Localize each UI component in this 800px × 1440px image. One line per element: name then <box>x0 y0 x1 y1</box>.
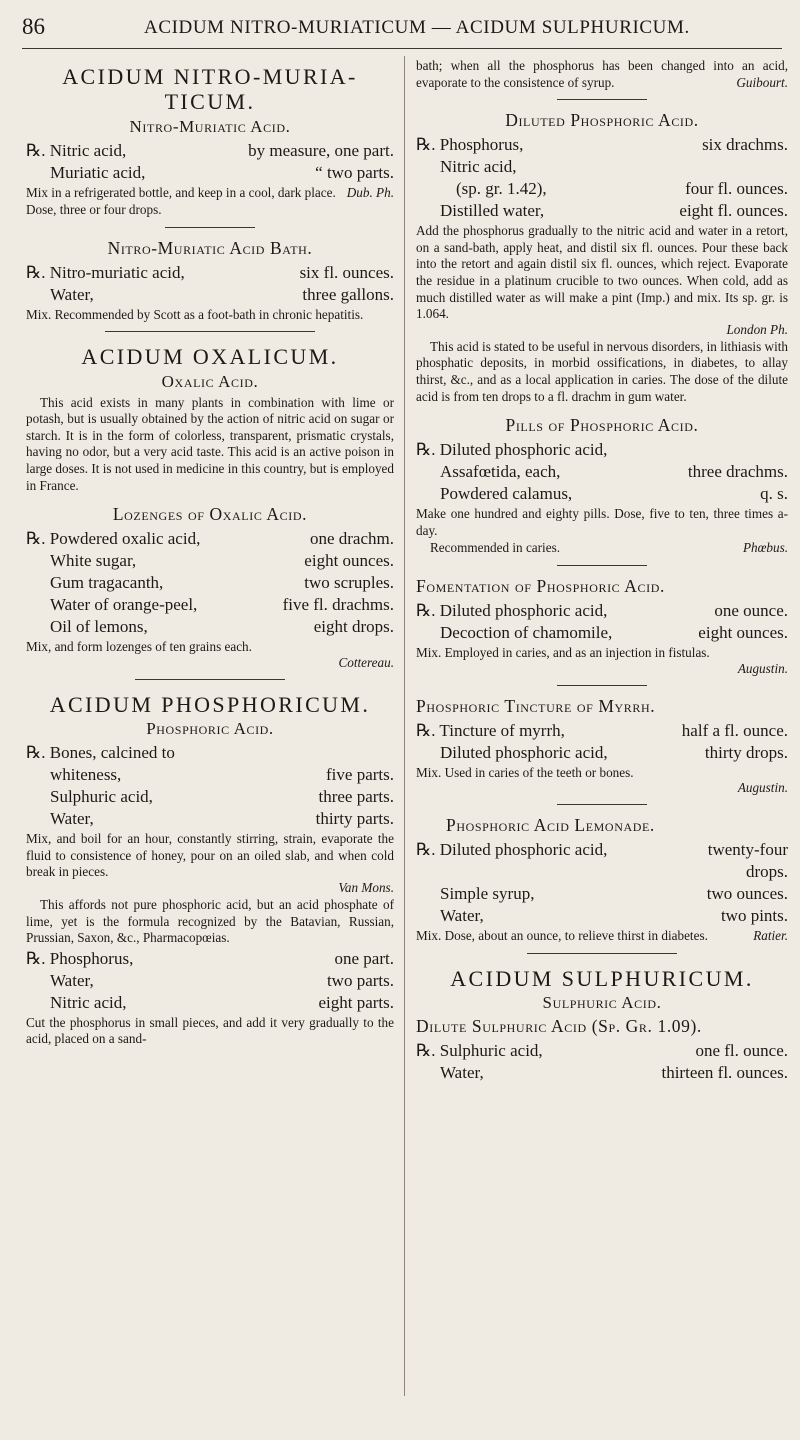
ingredient-row: Water, two pints. <box>440 906 788 926</box>
section-title: ACIDUM SULPHURICUM. <box>450 965 754 991</box>
section-subtitle: Phosphoric Acid. <box>146 719 274 739</box>
recipe-dose: Dose, three or four drops. <box>26 202 162 218</box>
ingredient-row: Distilled water, eight fl. ounces. <box>440 201 788 221</box>
section-phosphoric-lemonade <box>416 815 788 954</box>
ingredient-row: ℞. Phosphorus, one part. <box>26 948 394 968</box>
section-rule <box>165 227 255 228</box>
ingredient-row: ℞. Phosphorus, six drachms. <box>416 135 788 155</box>
recipe-directions: Mix. Employed in caries, and as an injection in fistulas. <box>416 644 710 660</box>
ingredient-row: ℞. Powdered oxalic acid, one drachm. <box>26 529 394 549</box>
right-column <box>416 58 788 1084</box>
ingredient-row: Nitric acid, <box>440 157 517 177</box>
running-title: ACIDUM NITRO-MURIATICUM — ACIDUM SULPHURICUM. <box>144 17 690 38</box>
section-phosphoric-fomentation <box>416 576 788 686</box>
ingredient-row: Water, two parts. <box>50 970 394 990</box>
section-subtitle: Sulphuric Acid. <box>542 992 662 1012</box>
recipe-credit: Augustin. <box>737 780 788 796</box>
ingredient-row: White sugar, eight ounces. <box>50 551 394 571</box>
section-sulphuric <box>416 966 788 1084</box>
header-rule <box>22 48 782 49</box>
recipe-directions: Mix. Dose, about an ounce, to relieve thirst in diabetes. Ratier. <box>416 928 788 944</box>
section-rule <box>557 565 647 566</box>
section-rule <box>557 804 647 805</box>
recipe-credit: Ratier. <box>753 928 788 944</box>
recipe-credit: Phœbus. <box>742 540 788 556</box>
ingredient-row: drops. <box>745 862 788 882</box>
ingredient-row: ℞. Nitro-muriatic acid, six fl. ounces. <box>26 262 394 282</box>
section-subtitle: Oxalic Acid. <box>161 371 259 391</box>
ingredient-row: Simple syrup, two ounces. <box>440 884 788 904</box>
ingredient-row: Diluted phosphoric acid, thirty drops. <box>440 742 788 762</box>
ingredient-row: ℞. Tincture of myrrh, half a fl. ounce. <box>416 720 788 740</box>
ingredient-row: ℞. Nitric acid, by measure, one part. <box>26 140 394 160</box>
section-diluted-phosphoric <box>416 110 788 405</box>
section-heading: Dilute Sulphuric Acid (Sp. Gr. 1.09). <box>416 1015 702 1036</box>
section-title: Diluted Phosphoric Acid. <box>505 110 699 131</box>
ingredient-row: Sulphuric acid, three parts. <box>50 787 394 807</box>
ingredient-row: Decoction of chamomile, eight ounces. <box>440 622 788 642</box>
recipe-credit: Cottereau. <box>338 654 394 670</box>
section-note: This affords not pure phosphoric acid, but an acid phosphate of lime, yet is the formula recognized by the Batavian, Russian, Prussian, Saxon, &c., Pharmacopœias. <box>26 896 394 946</box>
recipe-directions: Add the phosphorus gradually to the nitric acid and water in a retort, on a sand-bath, apply heat, and distil six fl. ounces. Pour these back into the retort and again distil six fl. ounces, which reject. Evaporate the residue in a platinum crucible to two ounces. When cold, add as much distilled water as will make a pint (Imp.) and mix. Its sp. gr. is 1.064. <box>416 223 788 322</box>
section-title: ACIDUM PHOSPHORICUM. <box>49 691 371 717</box>
left-column <box>26 58 394 1049</box>
section-phosphoric-tincture <box>416 696 788 806</box>
section-rule <box>527 953 677 954</box>
ingredient-row: ℞. Sulphuric acid, one fl. ounce. <box>416 1040 788 1060</box>
recipe-credit: Van Mons. <box>338 879 394 895</box>
section-nitro-muriatic-bath <box>26 238 394 333</box>
page-number: 86 <box>22 14 45 39</box>
section-rule <box>135 679 285 680</box>
ingredient-row: Nitric acid, eight parts. <box>50 992 394 1012</box>
recipe-directions: Cut the phosphorus in small pieces, and add it very gradually to the acid, placed on a sand- <box>26 1014 394 1047</box>
ingredient-row: Powdered calamus, q. s. <box>440 484 788 504</box>
recipe-credit: Dub. Ph. <box>346 184 394 200</box>
recipe-note: Recommended in caries. Phœbus. <box>430 540 788 556</box>
recipe-credit: Guibourt. <box>736 74 788 90</box>
recipe-credit: Augustin. <box>737 660 788 676</box>
section-nitro-muriatic <box>26 64 394 228</box>
ingredient-row: Water, thirty parts. <box>50 809 394 829</box>
ingredient-row: ℞. Diluted phosphoric acid, one ounce. <box>416 600 788 620</box>
section-oxalic-lozenges <box>26 504 394 680</box>
section-title: Nitro-Muriatic Acid Bath. <box>107 237 313 258</box>
section-title: Lozenges of Oxalic Acid. <box>112 504 308 525</box>
section-title: Pills of Phosphoric Acid. <box>505 415 699 436</box>
section-title: ACIDUM OXALICUM. <box>81 344 339 370</box>
ingredient-row: Water, thirteen fl. ounces. <box>440 1062 788 1082</box>
section-rule <box>557 685 647 686</box>
section-rule <box>557 99 647 100</box>
recipe-directions: Make one hundred and eighty pills. Dose, five to ten, three times a-day. <box>416 506 788 538</box>
section-title: Fomentation of Phosphoric Acid. <box>416 575 665 596</box>
section-title: Phosphoric Tincture of Myrrh. <box>416 695 656 716</box>
section-note: This acid is stated to be useful in nervous disorders, in lithiasis with phosphatic deposits, in morbid ossifications, in diabetes, to allay thirst, &c., and as a local application in caries. The dose of the dilute acid is from ten drops to a fl. drachm in gum water. <box>416 338 788 404</box>
column-divider <box>404 56 405 1396</box>
recipe-directions: Mix. Used in caries of the teeth or bones. <box>416 764 634 780</box>
recipe-directions: Mix, and boil for an hour, constantly stirring, strain, evaporate the fluid to consistence of honey, pour on an oiled slab, and when cold break in pieces. <box>26 831 394 880</box>
ingredient-row: whiteness, five parts. <box>50 765 394 785</box>
section-phosphoric <box>26 692 394 1048</box>
section-title: Phosphoric Acid Lemonade. <box>446 815 655 836</box>
section-oxalic <box>26 344 394 494</box>
ingredient-row: Gum tragacanth, two scruples. <box>50 573 394 593</box>
ingredient-row: Water, three gallons. <box>50 284 394 304</box>
recipe-directions: Mix, and form lozenges of ten grains each. <box>26 639 252 655</box>
section-continuation <box>416 58 788 100</box>
ingredient-row: (sp. gr. 1.42), four fl. ounces. <box>456 179 788 199</box>
section-description: This acid exists in many plants in combination with lime or potash, but is usually obtained by the action of nitric acid on sugar or starch. It is in the form of colorless, transparent, prismatic crystals, having no odor, but a very acid taste. This acid is an active poison in large doses. It is not used in medicine in this country, but is employed in France. <box>26 394 394 493</box>
recipe-directions: Mix. Recommended by Scott as a foot-bath in chronic hepatitis. <box>26 306 364 322</box>
ingredient-row: ℞. Diluted phosphoric acid, twenty-four <box>416 840 788 860</box>
section-phosphoric-pills <box>416 415 788 566</box>
recipe-directions: bath; when all the phosphorus has been changed into an acid, evaporate to the consistence of syrup. Guibourt. <box>416 58 788 90</box>
ingredient-row: Muriatic acid, “ two parts. <box>50 162 394 182</box>
ingredient-row: ℞. Diluted phosphoric acid, <box>416 440 608 460</box>
recipe-directions: Mix in a refrigerated bottle, and keep in a cool, dark place. Dub. Ph. <box>26 184 394 200</box>
section-subtitle: Nitro-Muriatic Acid. <box>129 116 291 136</box>
section-title: ACIDUM NITRO-MURIA-TICUM. <box>62 64 358 115</box>
section-rule <box>105 331 315 332</box>
ingredient-row: Oil of lemons, eight drops. <box>50 617 394 637</box>
ingredient-row: Assafœtida, each, three drachms. <box>440 462 788 482</box>
recipe-credit: London Ph. <box>726 321 788 337</box>
ingredient-row: ℞. Bones, calcined to <box>26 743 175 763</box>
ingredient-row: Water of orange-peel, five fl. drachms. <box>50 595 394 615</box>
